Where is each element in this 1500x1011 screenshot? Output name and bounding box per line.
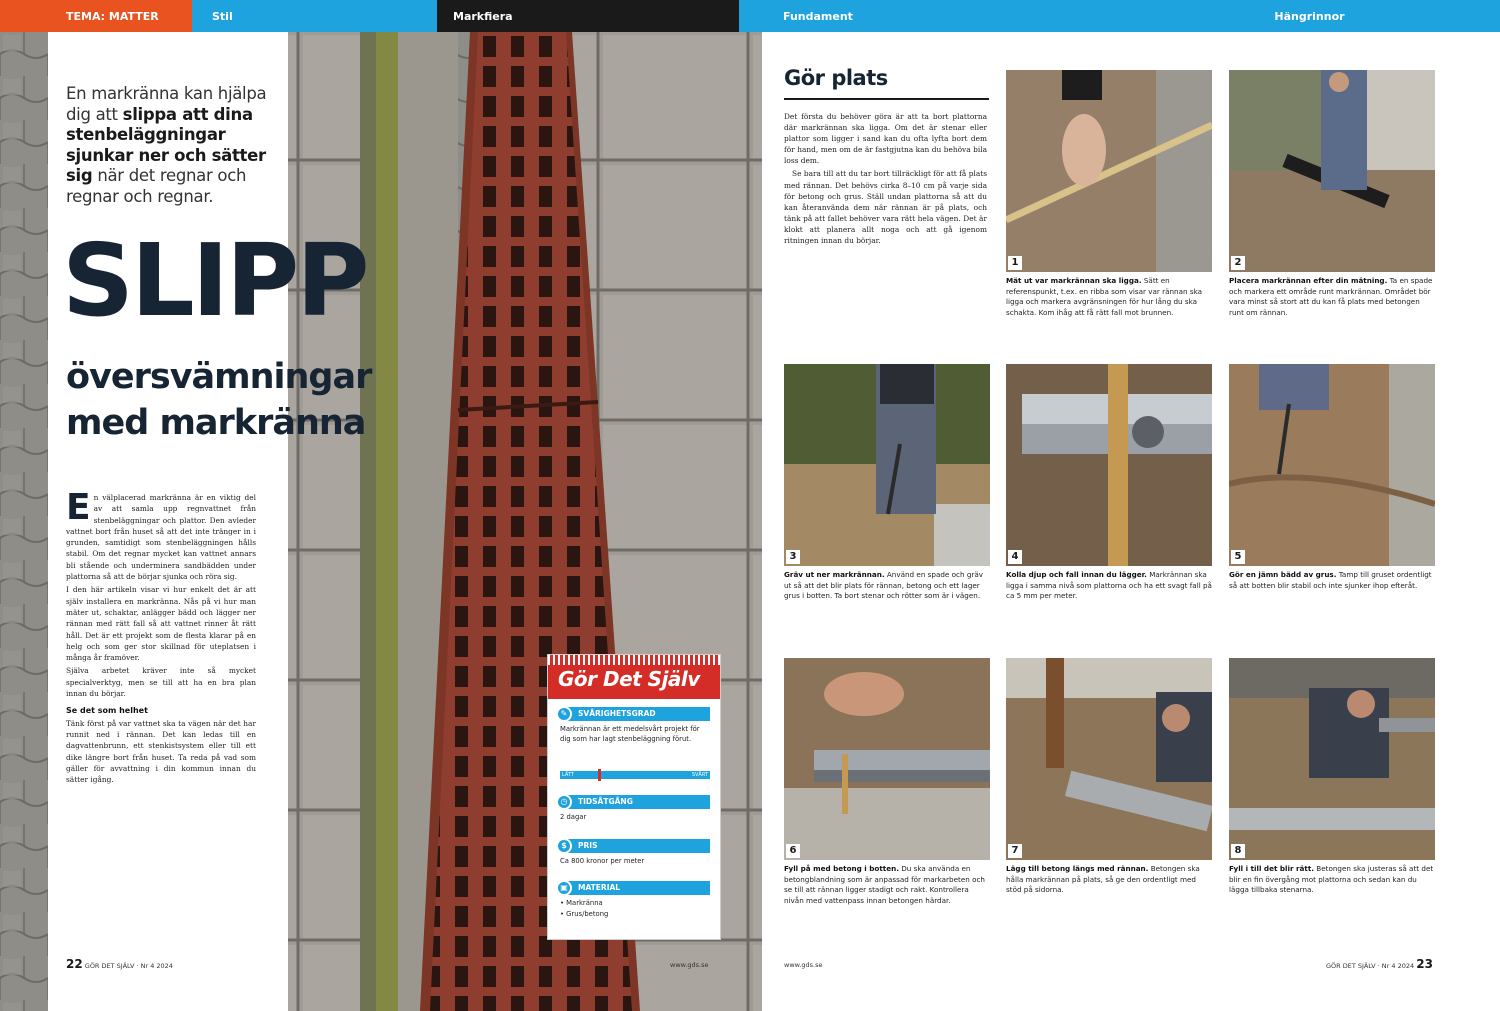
- article-body-left: En välplacerad markränna är en viktig del av att samla upp regnvattnet från stenbeläggningar och plattor. Den avleder vattnet bort från huset så att det inte tränger in i grunden, samtidigt som stenbeläggningen hålls stabil. Om det regnar mycket kan vattnet annars bli stående och underminera sandbädden under plattorna så att de börjar sjunka och röra sig. I den här artikeln visar vi hur enkelt det är att själv installera en markränna. Nås på vi hur man mäter ut, schaktar, anlägger bädd och lägger ner rännan med rätt fall så att vattnet rinner åt rätt håll. Det är ett projekt som de flesta klarar på en helg och som ger stor skillnad för uteplatsen i många år framöver. Själva arbetet kräver inte så mycket specialverktyg, men se till att ha en bra plan innan du börjar. Se det som helhet Tänk först på var vattnet ska ta vägen när det har runnit ned i rännan. Det kan ledas till en dagvattenbrunn, ett stenkistsystem eller till ett dike längre bort från huset. Ta reda på vad som gäller för avvattning i din kommun innan du sätter igång.: [66, 487, 256, 785]
- step-4-photo: 4: [1006, 364, 1212, 566]
- coin-icon: $: [556, 838, 572, 854]
- step-7-photo: 7: [1006, 658, 1212, 860]
- tools-icon: ✎: [556, 706, 572, 722]
- subheading: Se det som helhet: [66, 706, 148, 716]
- dropcap: E: [66, 487, 91, 528]
- nav-tab-tema[interactable]: TEMA: MATTER: [0, 0, 192, 32]
- price-heading: $ PRIS: [560, 839, 710, 853]
- intro-deck: En markränna kan hjälpa dig att slippa att dina stenbeläggningar sjunkar ner och sätter sig när det regnar och regnar och regnar.: [66, 84, 267, 206]
- article-body-right: Det första du behöver göra är att ta bort plattorna där markrännan ska ligga. Om det är stenar eller plattor som ligger i sand kan du ofta lyfta bort dem för hand, men om de är fastgjutna kan du behöva bila loss dem. Se bara till att du tar bort tillräckligt för att få plats med rännan. Det behövs cirka 8–10 cm på varje sida för betong och grus. Ställ undan plattorna så att du kan återanvända dem när rännan är på plats, och tänk på att fallet behöver vara rätt hela vägen. Det är klokt att planera allt noga och att gå igenom ritningen innan du börjar.: [784, 112, 987, 246]
- folio-right-url: www.gds.se: [784, 961, 823, 969]
- clock-icon: ◷: [556, 794, 572, 810]
- title-rule: [784, 98, 989, 100]
- box-icon: ▣: [556, 880, 572, 896]
- step-6-photo: 6: [784, 658, 990, 860]
- page-headline: SLIPP: [62, 222, 367, 339]
- section-title: Gör plats: [784, 66, 888, 90]
- nav-tab-tagrinnor[interactable]: Hängrinnor: [1119, 0, 1500, 32]
- folio-left: 22 GÖR DET SJÄLV · Nr 4 2024: [66, 957, 173, 971]
- step-7-caption: Lägg till betong längs med rännan. Betongen ska hålla markrännan på plats, så ge den ordentligt med stöd på sidorna.: [1006, 864, 1200, 895]
- diy-infobox: Gör Det Själv ✎ SVÅRIGHETSGRAD Markrännan är ett medelsvårt projekt för dig som har lagt stenbeläggning förut. LÄTT SVÅRT ◷ TIDSÅTGÅNG 2 dagar $ PRIS Ca 800 kronor per meter ▣ MATERIAL • Markränna • Grus/betong: [547, 654, 721, 940]
- page-subhead: översvämningar med markränna: [66, 357, 372, 443]
- folio-right: GÖR DET SJÄLV · Nr 4 2024 23: [1326, 957, 1433, 971]
- difficulty-scale: LÄTT SVÅRT: [560, 771, 710, 779]
- nav-tab-stil[interactable]: Stil: [192, 0, 437, 32]
- step-5-photo: 5: [1229, 364, 1435, 566]
- diy-banner: Gör Det Själv: [548, 655, 720, 699]
- difficulty-marker: [598, 769, 601, 781]
- nav-tab-fundament[interactable]: Fundament: [739, 0, 1119, 32]
- difficulty-heading: ✎ SVÅRIGHETSGRAD: [560, 707, 710, 721]
- folio-left-url: www.gds.se: [670, 961, 709, 969]
- step-6-caption: Fyll på med betong i botten. Du ska använda en betongblandning som är anpassad för markarbeten och se till att rännan ligger stadigt och rakt. Kontrollera nivån med vattenpass innan betongen härdar.: [784, 864, 985, 905]
- step-5-caption: Gör en jämn bädd av grus. Tamp till gruset ordentligt så att botten blir stabil och inte sjunker ihop efteråt.: [1229, 570, 1432, 590]
- step-1-caption: Mät ut var markrännan ska ligga. Sätt en referenspunkt, t.ex. en ribba som visar var rännan ska ligga och markera avgränsningen för hur lång du ska schakta. Kom ihåg att få rätt fall mot brunnen.: [1006, 276, 1203, 317]
- step-3-caption: Gräv ut ner markrännan. Använd en spade och gräv ut så att det blir plats för rännan, betong och ett lager grus i botten. Ta bort stenar och rötter som är i vägen.: [784, 570, 984, 601]
- material-heading: ▣ MATERIAL: [560, 881, 710, 895]
- step-2-caption: Placera markrännan efter din mätning. Ta en spade och markera ett område runt markrännan. Området bör vara minst så stort att du kan få plats med betongen runt om rännan.: [1229, 276, 1433, 317]
- step-4-caption: Kolla djup och fall innan du lägger. Markrännan ska ligga i samma nivå som plattorna och ha ett svagt fall på ca 5 mm per meter.: [1006, 570, 1212, 601]
- section-nav: [0, 0, 1500, 32]
- step-1-photo: 1: [1006, 70, 1212, 272]
- step-8-photo: 8: [1229, 658, 1435, 860]
- nav-tab-markfiera[interactable]: Markfiera: [437, 0, 739, 32]
- step-3-photo: 3: [784, 364, 990, 566]
- step-8-caption: Fyll i till det blir rätt. Betongen ska justeras så att det blir en fin övergång mot plattorna och sedan kan du lägga tillbaka stenarna.: [1229, 864, 1434, 895]
- time-heading: ◷ TIDSÅTGÅNG: [560, 795, 710, 809]
- step-2-photo: 2: [1229, 70, 1435, 272]
